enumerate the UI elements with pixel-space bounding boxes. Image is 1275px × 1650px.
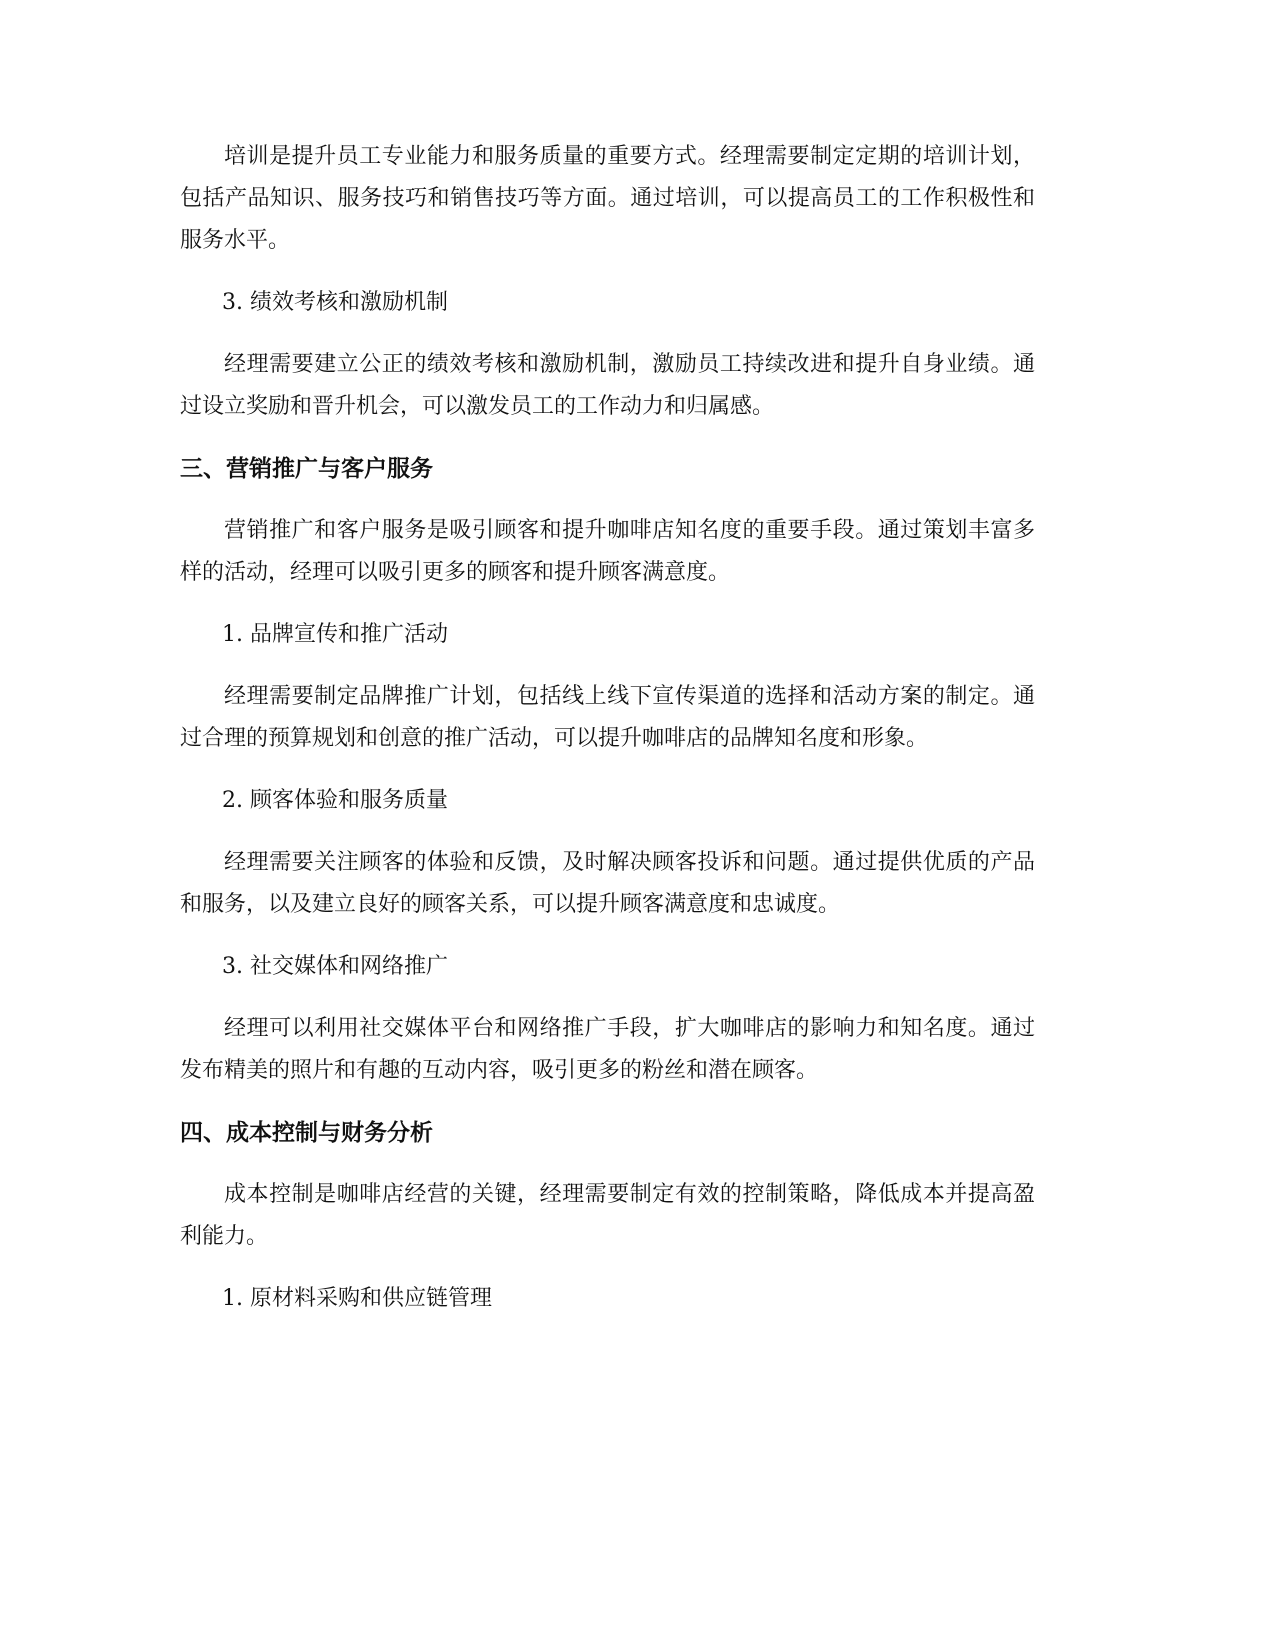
- list-item-customer-experience: 2. 顾客体验和服务质量: [222, 788, 448, 813]
- list-item-social-media: 3. 社交媒体和网络推广: [222, 954, 448, 979]
- paragraph-cost-control-intro: 成本控制是咖啡店经营的关键，经理需要制定有效的控制策略，降低成本并提高盈利能力。: [180, 1182, 1035, 1249]
- paragraph-performance-incentive: 经理需要建立公正的绩效考核和激励机制，激励员工持续改进和提升自身业绩。通过设立奖励和晋升机会，可以激发员工的工作动力和归属感。: [180, 352, 1035, 419]
- list-item-brand-promotion: 1. 品牌宣传和推广活动: [222, 622, 448, 647]
- paragraph-social-media: 经理可以利用社交媒体平台和网络推广手段，扩大咖啡店的影响力和知名度。通过发布精美的照片和有趣的互动内容，吸引更多的粉丝和潜在顾客。: [180, 1016, 1035, 1083]
- paragraph-training: 培训是提升员工专业能力和服务质量的重要方式。经理需要制定定期的培训计划，包括产品知识、服务技巧和销售技巧等方面。通过培训，可以提高员工的工作积极性和服务水平。: [180, 144, 1035, 253]
- list-item-performance-incentive: 3. 绩效考核和激励机制: [222, 290, 448, 315]
- section-heading-cost-control: 四、成本控制与财务分析: [180, 1120, 433, 1146]
- document-body: [180, 136, 1035, 1340]
- paragraph-brand-promotion: 经理需要制定品牌推广计划，包括线上线下宣传渠道的选择和活动方案的制定。通过合理的预算规划和创意的推广活动，可以提升咖啡店的品牌知名度和形象。: [180, 684, 1035, 751]
- paragraph-customer-experience: 经理需要关注顾客的体验和反馈，及时解决顾客投诉和问题。通过提供优质的产品和服务，以及建立良好的顾客关系，可以提升顾客满意度和忠诚度。: [180, 850, 1035, 917]
- section-heading-marketing: 三、营销推广与客户服务: [180, 456, 433, 482]
- paragraph-marketing-intro: 营销推广和客户服务是吸引顾客和提升咖啡店知名度的重要手段。通过策划丰富多样的活动，经理可以吸引更多的顾客和提升顾客满意度。: [180, 518, 1035, 585]
- list-item-procurement: 1. 原材料采购和供应链管理: [222, 1286, 492, 1311]
